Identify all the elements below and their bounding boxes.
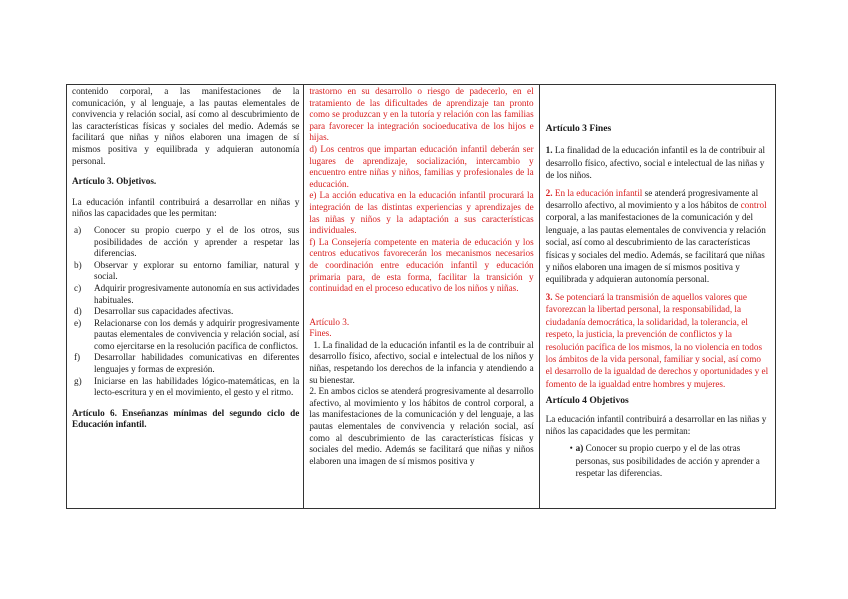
table-column-1: [67, 85, 304, 508]
list-marker: b): [74, 259, 82, 270]
list-marker: f): [74, 352, 81, 363]
heading-articulo-6: Artículo 6. Enseñanzas mínimas del segundo ciclo de Educación infantil.: [72, 407, 300, 430]
list-item: [74, 317, 300, 353]
red-paragraph-continuation: trastorno en su desarrollo o riesgo de padecerlo, en el tratamiento de las dificultades de aprendizaje tan pronto como se produzcan y en la tutoría y relación con las familias para favorecer la integración socioeducativa de los hijos e hijas.: [309, 86, 534, 143]
list-marker: g): [74, 375, 82, 386]
heading-articulo-4-objetivos: Artículo 4 Objetivos: [545, 395, 629, 407]
paragraph-2: 2. En ambos ciclos se atenderá progresivamente al desarrollo afectivo, al movimiento y los hábitos de control corporal, a las manifestaciones de la comunicación y del lenguaje, a las pautas elementales de convivencia y relación social, así como al descubrimiento de las características físicas y sociales del medio. Además se facilitará que niñas y niños elaboren una imagen de sí mismos positiva y: [309, 386, 534, 466]
list-marker: e): [74, 317, 82, 328]
paragraph-text: La finalidad de la educación infantil es la de contribuir al desarrollo físico, afectivo, social e intelectual de las niñas y de los niños.: [545, 145, 766, 181]
paragraph-text-red: control: [740, 200, 767, 211]
red-article-label: Artículo 3.: [309, 316, 350, 327]
red-fines-label: Fines.: [309, 328, 332, 339]
red-paragraph-d: d) Los centros que impartan educación infantil deberán ser lugares de aprendizaje, socialización, intercambio y encuentro entre niñas y niños, familias y profesionales de la educación.: [309, 143, 534, 189]
list-item-text: Desarrollar habilidades comunicativas en diferentes lenguajes y formas de expresión.: [94, 352, 300, 375]
list-item-text: Adquirir progresivamente autonomía en sus actividades habituales.: [94, 282, 300, 305]
comparison-table: [66, 84, 776, 509]
list-item: [74, 282, 300, 306]
table-column-3: [540, 85, 775, 508]
paragraph-text: corporal, a las manifestaciones de la comunicación y del lenguaje, a las pautas elementales de convivencia y relación social, así como al descubrimiento de las características físicas y sociales del medio. Además, se facilitará que niñas y niños elaboren una imagen de sí mismos positiva y equilibrada y adquieran autonomía personal.: [545, 212, 766, 285]
list-marker: d): [74, 306, 82, 317]
paragraph-number: 3.: [545, 291, 553, 302]
list-item-text: Conocer su propio cuerpo y el de las otras personas, sus posibilidades de acción y aprender a respetar las diferencias.: [575, 443, 760, 479]
table-column-2: [304, 85, 539, 508]
paragraph-number: 1.: [545, 145, 553, 156]
fines-paragraph-2: [546, 187, 769, 286]
list-marker: a): [575, 443, 584, 454]
list-item-text: Iniciarse en las habilidades lógico-matemáticas, en la lecto-escritura y en el movimiento, el gesto y el ritmo.: [94, 375, 300, 398]
list-marker: a): [74, 224, 82, 235]
list-item-text: Conocer su propio cuerpo y el de los otros, sus posibilidades de acción y aprender a respetar las diferencias.: [94, 224, 300, 259]
fines-paragraph-1: [546, 144, 769, 181]
bullet-item: [546, 442, 769, 479]
heading-articulo-3-objetivos: Artículo 3. Objetivos.: [72, 176, 157, 187]
list-item: [74, 259, 300, 283]
paragraph-text: se atenderá progresivamente al desarrollo afectivo, al movimiento y a los hábitos de: [545, 187, 759, 211]
objetivos-intro: La educación infantil contribuirá a desarrollar en las niñas y niños las capacidades que les permitan:: [545, 413, 767, 436]
red-paragraph-f: f) La Consejería competente en materia de educación y los centros educativos favorecerán los mecanismos necesarios de coordinación entre educación infantil y educación primaria para, de esta forma, facilitar la transición y continuidad en el proceso educativo de los niños y niñas.: [309, 236, 534, 294]
list-item-text: Desarrollar sus capacidades afectivas.: [94, 306, 234, 317]
paragraph-text-red: En la educación infantil: [552, 187, 643, 198]
list-item: [74, 352, 300, 375]
fines-paragraph-3: [546, 291, 769, 390]
paragraph-1: 1. La finalidad de la educación infantil es la de contribuir al desarrollo físico, afectivo, social e intelectual de los niños y niñas, respetando los derechos de la infancia y atendiendo a su bienestar.: [309, 339, 534, 385]
list-item: [74, 375, 300, 399]
list-item-text: Relacionarse con los demás y adquirir progresivamente pautas elementales de convivencia y relación social, así como ejercitarse en la resolución pacífica de conflictos.: [94, 317, 300, 351]
red-paragraph-e: e) La acción educativa en la educación infantil procurará la integración de las distintas experiencias y aprendizajes de las niñas y niños y la adaptación a sus características individuales.: [309, 190, 534, 236]
objectives-intro: La educación infantil contribuirá a desarrollar en niñas y niños las capacidades que les permitan:: [72, 196, 300, 219]
paragraph-number: 2.: [545, 187, 553, 198]
paragraph-continuation: contenido corporal, a las manifestaciones de la comunicación, y al lenguaje, a las pautas elementales de convivencia y relación social, así como al descubrimiento de las características físicas y sociales del medio. Además se facilitará que niñas y niños elaboren una imagen de sí mismos positiva y equilibrada y adquieran autonomía personal.: [72, 86, 300, 166]
objectives-list: [72, 225, 299, 399]
bullet-icon: •: [569, 443, 573, 454]
list-item-text: Observar y explorar su entorno familiar, natural y social.: [94, 259, 300, 282]
heading-articulo-3-fines: Artículo 3 Fines: [545, 123, 612, 134]
list-item: [74, 306, 299, 318]
list-marker: c): [74, 282, 82, 293]
list-item: [74, 224, 300, 260]
paragraph-text: Se potenciará la transmisión de aquellos valores que favorezcan la libertad personal, la responsabilidad, la ciudadanía democrática, la solidaridad, la tolerancia, el respeto, la justicia, la prevención de conflictos y la resolución pacífica de los mismos, la no violencia en todos los ámbitos de la vida personal, familiar y social, así como el desarrollo de la igualdad de derechos y oportunidades y el fomento de la igualdad entre hombres y mujeres.: [545, 291, 769, 389]
